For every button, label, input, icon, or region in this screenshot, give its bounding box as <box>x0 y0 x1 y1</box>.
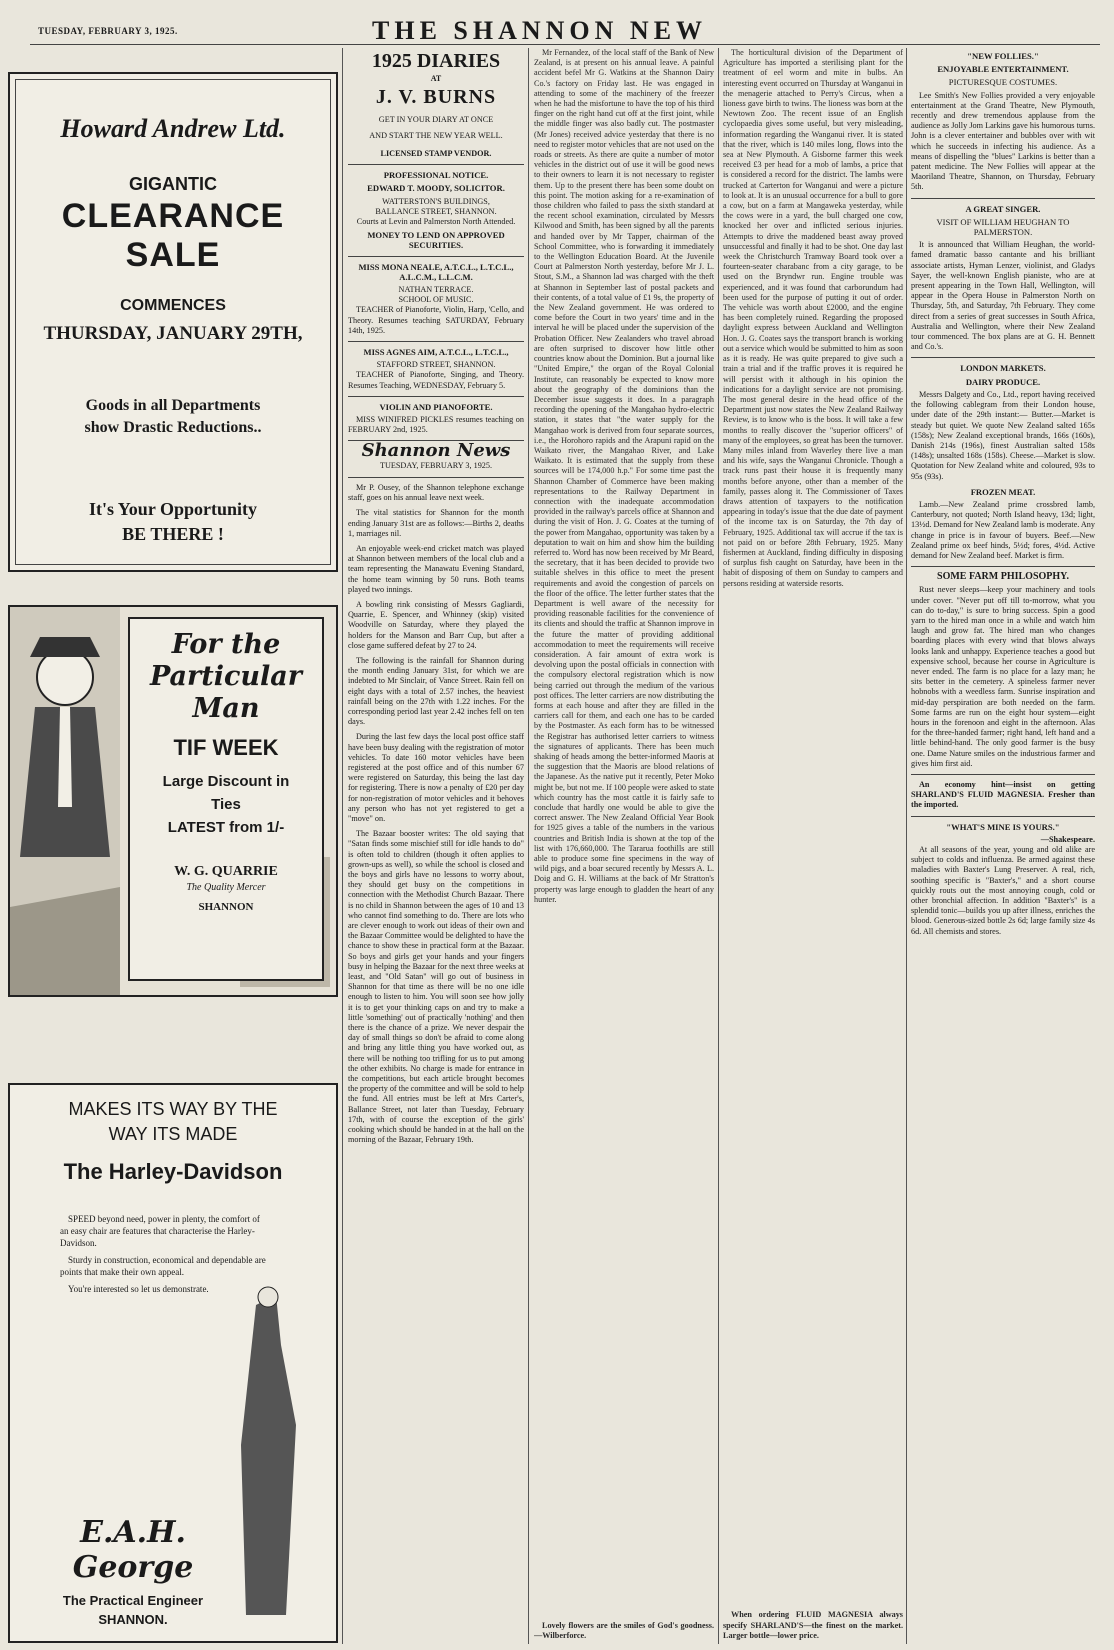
fluid-magnesia-ad: When ordering FLUID MAGNESIA always specify SHARLAND'S—the finest on the market. Larger bottle—lower price. <box>723 1610 903 1640</box>
diaries-at: AT <box>430 74 442 84</box>
ad-tif-week: TIF WEEK <box>173 735 279 760</box>
ad-mercer-name: W. G. QUARRIE <box>174 864 278 879</box>
ad-harley-p1: SPEED beyond need, power in plenty, the comfort of an easy chair are features that characterise the Harley-Davidson. <box>60 1214 260 1248</box>
issue-date: TUESDAY, FEBRUARY 3, 1925. <box>38 26 178 36</box>
ad-mercer-town: SHANNON <box>198 901 254 913</box>
column-rule <box>528 48 529 1644</box>
ad-headline: CLEARANCE SALE <box>61 197 285 274</box>
ad-harley-signature: E.A.H. George <box>72 1515 194 1585</box>
masthead <box>30 14 1100 45</box>
singer-text: It is announced that William Heughan, the world-famed dramatic basso cantante and his brilliant associate artists, Hyman Lenzer, violinist, and Gladys Sayer, the well-known English pianiste, who are at present appearing in the Town Hall, Wellington, will appear in the Opera House in Palmerston North on Thursday, 5th, and Saturday, 7th February. They come direct from a series of great successes in South Africa, Australia and Wellington, where their New Zealand tour commenced. The box plans are at G. H. Bennett and Co.'s. <box>911 240 1095 352</box>
ad-goods: Goods in all Departments show Drastic Reductions.. <box>84 397 262 436</box>
moody-name: EDWARD T. MOODY, SOLICITOR. <box>367 183 505 194</box>
singer-sub: VISIT OF WILLIAM HEUGHAN TO PALMERSTON. <box>936 216 1070 238</box>
ad-be-there: BE THERE ! <box>122 524 224 544</box>
ad-harley-p3: You're interested so let us demonstrate. <box>68 1284 209 1294</box>
column-rule <box>718 48 719 1644</box>
ad-opportunity: It's Your Opportunity <box>88 499 258 519</box>
news-text: The horticultural division of the Department of Agriculture has imported a sterilising plant for the treatment of eel worm and mite in bulbs. An interesting event occurred on Thursday at Wanganui in the menagerie attached to Perry's Circus, when a lioness gave birth to twins. The lioness was born at the Newtown Zoo. The recent issue of an English cyclopaedia gives some useful, but very misleading, information regarding the Wanganui river. It is stated that the river, which is 140 miles long, flows into the sea at New Plymouth. A Gisborne farmer this week received £3 per head for a mob of lambs, a price that is considered a record for the district. The lambs were trucked at Carterton for Wanganui and were a picture to look at. It is an unusual occurrence for a bull to gore a cow, but on a farm at Mangaweka yesterday, while the cows were in a yard, the bull charged one cow, knocked her over and inflicted serious injuries. Attempts to drive the maddened beast away proved unsuccessful and finally it had to be shot. One day last week the Christchurch Tramway Board took over a fourteen-seater charabanc from a city garage, to be used on the Bryndwr run. Engine trouble was experienced, and it was found that carborundum had been used for the purpose of putting it out of order. The vehicle was worth about £2000, and the engine has been completely ruined. Regarding the proposed daylight express between Auckland and Wellington Hon. J. G. Coates says the transport branch is working out a service which would be submitted to him as soon as it is ready. He was quite prepared to give such a train a trial and if the traffic proves it is required he will persist with it although in his opinion the indications for a daylight service are not promising. The most general desire in the head office of the Department just now states the New Zealand Railway Review, is to know who is the boss. It will take a few months to really discover the "superior officers" of many of the employees, so great has been the turnover. Many miles inland from Waverley there live a man and his wife, says the Wanganui Chronicle. Though a track runs past their house it is frequently many months before anyone, other than a member of the family, passes along it. The Commissioner of Taxes draws attention of taxpayers to the notification appearing in today's issue that the due date of payment of the income tax is on Saturday, the 7th day of February, 1925. Additional tax will accrue if the tax is not paid on or before 28th February, 1925. Many fishermen at Auckland, finding difficulty in disposing of surplus fish caught on Saturday, have been in the habit of disposing of them on Sunday to campers and persons residing at waterside resorts. <box>723 48 903 588</box>
column-rule <box>906 48 907 1644</box>
moody-address-2: BALLANCE STREET, SHANNON. <box>375 206 497 216</box>
ad-harley-davidson <box>8 1083 338 1643</box>
ad-commences: COMMENCES <box>120 297 226 314</box>
news-text: Mr Fernandez, of the local staff of the Bank of New Zealand, is at present on his annual leave. A painful accident befel Mr G. Watkins at the Shannon Dairy Co.'s factory on Friday last. He was engaged in attending to some of the machinery of the freezer when he had the misfortune to have the top of his third finger on the right hand cut off at the first joint, while the middle finger was also badly cut. The postmaster (Mr Jones) received advice yesterday that there is no need to register motor vehicles that are not used on the roads or streets. As there are quite a number of motor vehicles in the district out of use it will be good news to their owners to learn it is not necessary to register them. Up to the present there has been some doubt on this point. The motion asking for a re-examination of those children who failed to pass the sixth standard at the recent school examination, circulated by Messrs Kilwood and Smith, has been signed by all the parents and handed over by Mr Tapper, chairman of the School Committee, who is forwarding it immediately to the Wellington Education Board. At the Juvenile Court at Palmerston North yesterday, before Mr J. L. Stout, S.M., a Shannon lad was charged with the theft at Shannon in September last of postal packets and their contents, of a total value of £1 9s, the property of the New Zealand government. He was ordered to come before the Court in two years' time and in the interval he will be placed under the supervision of the Probation Officer. New Zealanders who travel abroad are often surprised to discover how little other countries know about the Dominion. But a journal like "United Empire," the organ of the Royal Colonial Institute, can reasonably be expected to know more about the geography of the dominions than the December issue suggests it does. In a paragraph recording the opening of the Mangahao hydro-electric station, it states that "the water supply for the Mangahao work is derived from four separate sources, i.e., the Horohoro rapids and the Arapuni rapid on the Waikato river, the Mangahao River, and Lake Waikato. It is estimated that the supply from these sources will be 174,000 h.p." For some time past the Shannon Chamber of Commerce have been making representations to the Railway Department in connection with the inadequate accommodation provided in the railway's parcels office at Shannon and during the visit of Hon. J. G. Coates at the turning of the power from Mangahao, opportunity was taken by a deputation to wait on him and show him the building referred to. Word has now been received by Mr Beard, the secretary, that it has been decided to provide two suitable shelves in this office to meet the present requirements and avoid the congestion of parcels on the floor of the office. The letter further states that the Department is well aware of the necessity for providing reasonable facilities for the convenience of its clients and should the traffic at Shannon improve in the future the matter of providing additional accommodation to meet the requirements will receive consideration. A fair amount of extra work is devolving upon the postal officials in connection with the compulsory electoral registration which is now being carried out through the medium of the various post offices. The letter carriers are now distributing the forms at each house and after they are filled in the carriers call for them, and each one has to be carded by the Postmaster. As each form has to be witnessed the Registrar has authorised letter carriers to witness the signatures of applicants. There has been much shaking of heads among the better-informed Maoris at the suggestion that the Maoris are blood relations of the Japanese. As the native put it recently, Peter Moko might be, but not me. If 100 people were asked to state which country has the most cattle it is fairly safe to conclude that hardly one would be able to give the correct answer. The New Zealand Official Year Book for 1925 gives a table of the numbers in the various countries and British India is shown at the top of the list with 176,660,000. The Tararua foothills are still able to produce some fine specimens in the way of wild pigs, and a boar secured recently by Messrs A. L. Doig and G. H. Williams at the back of Mr Stratton's property was large enough to gladden the heart of any hunter. <box>534 48 714 904</box>
column-5 <box>911 48 1095 1646</box>
sharland-ad: An economy hint—insist on getting SHARLAND'S FLUID MAGNESIA. Fresher than the imported. <box>911 780 1095 810</box>
moody-address-1: WATTERSTON'S BUILDINGS, <box>382 196 490 206</box>
ad-mercer-sub: The Quality Mercer <box>186 882 266 893</box>
aim-name: MISS AGNES AIM, A.T.C.L., L.T.C.L., <box>363 347 509 358</box>
ad-quarrie <box>8 605 338 997</box>
yours-text: At all seasons of the year, young and old alike are subject to colds and influenza. Be armed against these maladies with Baxter's Lung Preserver. A real, rich, soothing specific is "Baxter's," and a short course quickly routs out the most annoying cough, cold or other bronchial affection. In addition "Baxter's" is a splendid tonic—builds you up after illness, enriches the blood. Generous-sized bottle 2s 6d; large family size 4s 6d. All chemists and stores. <box>911 845 1095 936</box>
new-follies-sub1: ENJOYABLE ENTERTAINMENT. <box>937 64 1069 75</box>
ad-howard-andrew <box>8 72 338 572</box>
diaries-line2: AND START THE NEW YEAR WELL. <box>369 130 503 140</box>
news-item: The following is the rainfall for Shannon during the month ending January 31st, for which we are indebted to Mr Sinclair, of Vance Street. Rain fell on eight days with a total of 2.57 inches, the heaviest rainfall being on the 27th with 1.22 inches. For the corresponding period last year 2.42 inches fell on ten days. <box>348 655 524 727</box>
ad-harley-town: SHANNON. <box>98 1612 168 1627</box>
neale-school: SCHOOL OF MUSIC. <box>398 295 474 305</box>
diaries-line3: LICENSED STAMP VENDOR. <box>380 149 492 159</box>
news-item: Mr P. Ousey, of the Shannon telephone exchange staff, goes on his annual leave next week. <box>348 482 524 503</box>
news-item: The vital statistics for Shannon for the month ending January 31st are as follows:—Births 2, deaths 1, marriages nil. <box>348 508 524 538</box>
pickles-text: MISS WINIFRED PICKLES resumes teaching on FEBRUARY 2nd, 1925. <box>348 415 524 435</box>
farm-text: Rust never sleeps—keep your machinery and tools under cover. "Never put off till to-morrow, what you can do to-day," is sure to bring success. Spin a good yarn to the hired man once in a while and watch him laugh and grow fat. The hired man who changes boarding places with every wind that blows always looks lank and unhappy. Experience teaches a good but expensive school, because her course in Agriculture is never ended. The farm is no place for a lazy man; he sits better in the cemetery. A spineless farmer never hobnobs with a weedless farm. Sunrise inspiration and mid-day perspiration are both needed on the farm. Some farms are run on the eight hour system—eight hours in the forenoon and eight in the afternoon. Alas for the three-handed farmer; right hand, left hand and a little behind-hand. The only good farmer is the busy one. Dame Nature smiles on the industrious farmer and gives him first aid. <box>911 585 1095 768</box>
neale-text: TEACHER of Pianoforte, Violin, Harp, 'Cello, and Theory. Resumes teaching SATURDAY, February 14th, 1925. <box>348 305 524 335</box>
new-follies-sub2: PICTURESQUE COSTUMES. <box>948 77 1058 88</box>
news-item: During the last few days the local post office staff have been busy dealing with the registration of motor vehicles. To date 160 motor vehicles have been registered at the post office and of this number 67 were registered on Saturday, this being the last day for registering. There is now a penalty of £20 per day for non-registration of motor vehicles and it behoves any person who has not yet registered to get a "move" on. <box>348 732 524 823</box>
frozen-text: Lamb.—New Zealand prime crossbred lamb, Canterbury, not quoted; North Island heavy, 13d; light, 13½d. Demand for New Zealand lamb is moderate. Any change in price is in favour of buyers. Beef.—New Zealand prime ox beef hinds, 5½d; fores, 4½d. Active demand for New Zealand beef. Market is firm. <box>911 499 1095 560</box>
farm-heading: SOME FARM PHILOSOPHY. <box>937 571 1069 583</box>
market-text: Messrs Dalgety and Co., Ltd., report having received the following cablegram from their London house, under date of the 29th instant:— Butter.—Market is steady but quiet. We quote New Zealand salted 165s (158s); New Zealand exceptional brands, 166s (160s), Danish 214s (196s), finest Australian salted 158s (148s); unsalted 168s (158s). Cheese.—Market is slow. Quotation for New Zealand white and coloured, 93s to 95s (93s). <box>911 389 1095 481</box>
yours-attribution: —Shakespeare. <box>1040 834 1095 844</box>
ad-harley-sub: The Practical Engineer <box>62 1593 204 1608</box>
ad-company-name: Howard Andrew Ltd. <box>60 114 286 143</box>
paper-name: Shannon News <box>361 440 511 462</box>
ad-harley-line1: MAKES ITS WAY BY THE <box>68 1099 278 1119</box>
ad-gigantic: GIGANTIC <box>129 174 217 194</box>
violin-heading: VIOLIN AND PIANOFORTE. <box>379 401 493 412</box>
paper-date: TUESDAY, FEBRUARY 3, 1925. <box>379 460 493 470</box>
ad-harley-brand: The Harley-Davidson <box>63 1159 283 1184</box>
diaries-line1: GET IN YOUR DIARY AT ONCE <box>378 114 494 124</box>
new-follies-heading: "NEW FOLLIES." <box>967 51 1039 61</box>
aim-text: TEACHER of Pianoforte, Singing, and Theory. Resumes Teaching, WEDNESDAY, February 5. <box>348 370 524 390</box>
quote-wilberforce: Lovely flowers are the smiles of God's goodness.—Wilberforce. <box>534 1620 714 1640</box>
diaries-title: 1925 DIARIES <box>371 50 501 72</box>
frozen-heading: FROZEN MEAT. <box>970 486 1036 497</box>
ad-latest: LATEST from 1/- <box>167 819 285 836</box>
news-item: A bowling rink consisting of Messrs Gagliardi, Quarrie, E. Spencer, and Whinney (skip) visited Woodville on Saturday, where they played the holders for the Manson and Barr Cup, but after a close game suffered defeat by 27 to 24. <box>348 599 524 650</box>
ad-harley-p2: Sturdy in construction, economical and dependable are points that make their own appeal. <box>60 1255 266 1277</box>
ad-ties: Ties <box>211 796 241 813</box>
column-2 <box>348 48 524 1646</box>
market-sub: DAIRY PRODUCE. <box>965 376 1041 387</box>
news-item: The Bazaar booster writes: The old saying that "Satan finds some mischief still for idle hands to do" is often told to children (though it often applies to grown-ups as well), so while the school is closed and the boys and girls have no lessons to worry about, they should get busy on the competitions in connection with the Methodist Church Bazaar. There is no child in Shannon between the ages of 10 and 13 who cannot find something to do. There are lots who are clever enough to work out ideas of their own and the Bazaar Committee would be delighted to have the chance to show these in practical form at the Bazaar. So boys and girls get your hands and your fingers busy in helping the Bazaar for the next three weeks at least, and "Old Satan" will go out of business in Shannon for that time as there will be no one idle enough to listen to him. You will soon see how jolly it is to get your thinking caps on and try to make a little 'something' out of practically 'nothing' and then there is the chance of a prize. We never despair the day of small things so don't be afraid to come along and bring any little thing you have worked out, as there will be nothing too trifling for us to put among the other exhibits. No charge is made for entrance in the competitions, but each article brought becomes the property of the committee and will be sold to help the fund. All entries must be left at Mrs Carter's, Ballance Street, not later than Tuesday, February 17th, with of course the exception of the girls' cooking which should be handed in at the hall on the morning of the Bazaar, February 19th. <box>348 829 524 1145</box>
money-to-lend: MONEY TO LEND ON APPROVED SECURITIES. <box>367 230 505 251</box>
market-heading: LONDON MARKETS. <box>960 363 1046 374</box>
diaries-name: J. V. BURNS <box>375 86 497 109</box>
ad-discount: Large Discount in <box>162 773 290 790</box>
ad-date: THURSDAY, JANUARY 29TH, <box>43 323 303 344</box>
yours-heading: "WHAT'S MINE IS YOURS." <box>946 821 1060 832</box>
column-rule <box>342 48 343 1644</box>
moody-courts: Courts at Levin and Palmerston North Attended. <box>356 217 516 227</box>
neale-name: MISS MONA NEALE, A.T.C.L., L.T.C.L., A.L.C.M., L.L.C.M. <box>358 261 514 282</box>
neale-address: NATHAN TERRACE. <box>398 285 474 295</box>
new-follies-text: Lee Smith's New Follies provided a very enjoyable entertainment at the Grand Theatre, New Plymouth, recently and drew tremendous applause from the audience as Jolly Jom Larkins gave his humorous turns. John is a clever entertainer and bubbles over with wit which he succeeds in infecting his audience. As a means of dispelling the "blues" Larkins is better than a patent medicine. The New Follies will appear at the Maoriland Theatre, Shannon, on Thursday, February 5th. <box>911 90 1095 192</box>
singer-heading: A GREAT SINGER. <box>965 203 1041 214</box>
column-4 <box>723 48 903 1646</box>
newspaper-title: THE SHANNON NEW <box>372 16 708 45</box>
column-3 <box>534 48 714 1646</box>
ad-harley-line2: WAY ITS MADE <box>108 1124 238 1144</box>
news-item: An enjoyable week-end cricket match was played at Shannon between members of the local club and a team representing the Manawatu Evening Standard, the home team winning by 50 runs. Both teams played two innings. <box>348 543 524 594</box>
prof-notice-heading: PROFESSIONAL NOTICE. <box>383 170 489 181</box>
ad-script-title: For the Particular Man <box>149 629 303 724</box>
aim-address: STAFFORD STREET, SHANNON. <box>376 360 496 370</box>
